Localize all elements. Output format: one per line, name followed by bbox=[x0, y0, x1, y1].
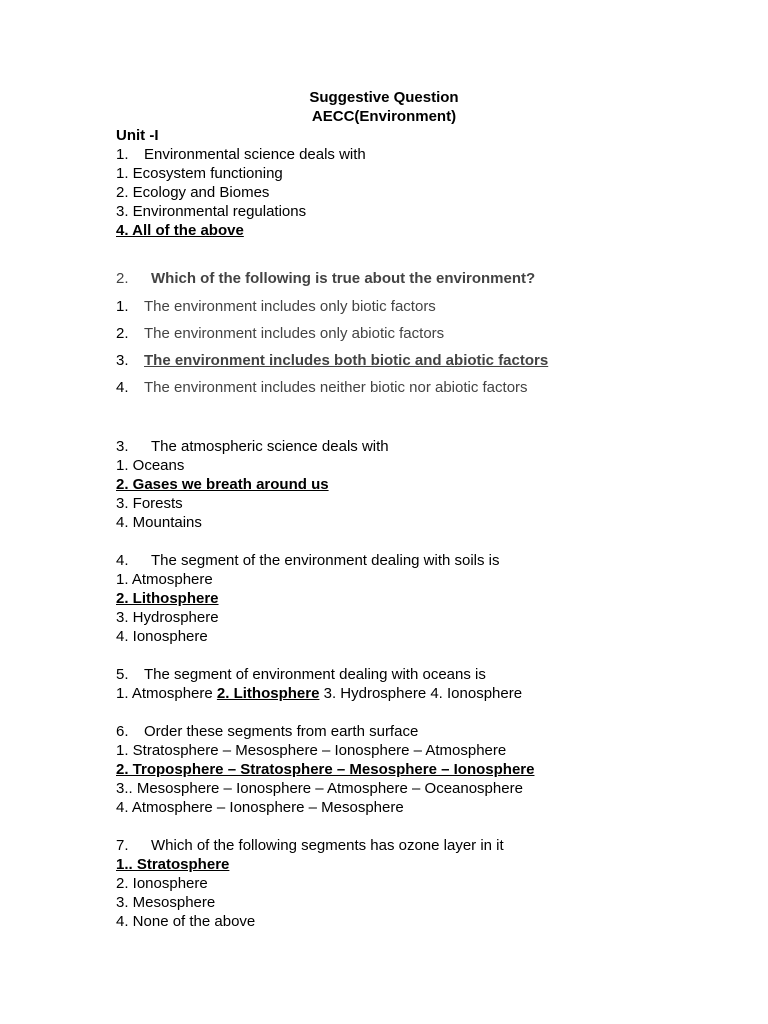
q6-text: Order these segments from earth surface bbox=[144, 723, 419, 740]
q2-option-4: The environment includes neither biotic nor abiotic factors bbox=[144, 379, 528, 396]
q5-options-line bbox=[116, 684, 522, 703]
q4-option-2-answer: 2. Lithosphere bbox=[116, 590, 219, 607]
q1-text: Environmental science deals with bbox=[144, 146, 366, 163]
q4-option-4: 4. Ionosphere bbox=[116, 628, 208, 645]
q2-option-3-answer: The environment includes both biotic and abiotic factors bbox=[144, 352, 549, 369]
q4-number: 4. bbox=[116, 552, 129, 569]
q6-option-3: 3.. Mesosphere – Ionosphere – Atmosphere – Oceanosphere bbox=[116, 780, 523, 797]
q5-number: 5. bbox=[116, 666, 129, 683]
q4-text: The segment of the environment dealing with soils is bbox=[151, 552, 500, 569]
q7-option-3: 3. Mesosphere bbox=[116, 894, 216, 911]
q6-number: 6. bbox=[116, 723, 129, 740]
q7-option-4: 4. None of the above bbox=[116, 913, 256, 930]
q3-option-3: 3. Forests bbox=[116, 495, 183, 512]
q5-option-2-answer: 2. Lithosphere bbox=[216, 685, 320, 702]
q2-option-3-number: 3. bbox=[116, 352, 129, 369]
q2-option-2-number: 2. bbox=[116, 325, 129, 342]
q5-option-3-4: 3. Hydrosphere 4. Ionosphere bbox=[319, 685, 523, 702]
q1-option-2: 2. Ecology and Biomes bbox=[116, 184, 270, 201]
q1-number: 1. bbox=[116, 146, 129, 163]
q7-option-1-answer: 1.. Stratosphere bbox=[116, 856, 230, 873]
q4-option-3: 3. Hydrosphere bbox=[116, 609, 219, 626]
unit-heading: Unit -I bbox=[116, 127, 159, 144]
q4-option-1: 1. Atmosphere bbox=[116, 571, 213, 588]
q1-option-1: 1. Ecosystem functioning bbox=[116, 165, 283, 182]
q2-option-4-number: 4. bbox=[116, 379, 129, 396]
q2-option-1: The environment includes only biotic factors bbox=[144, 298, 436, 315]
q2-text: Which of the following is true about the environment? bbox=[151, 270, 536, 287]
q5-option-1: 1. Atmosphere bbox=[116, 685, 217, 702]
q5-text: The segment of environment dealing with oceans is bbox=[144, 666, 486, 683]
q7-text: Which of the following segments has ozone layer in it bbox=[151, 837, 504, 854]
q3-option-4: 4. Mountains bbox=[116, 514, 202, 531]
q2-option-1-number: 1. bbox=[116, 298, 129, 315]
q1-option-3: 3. Environmental regulations bbox=[116, 203, 307, 220]
q7-option-2: 2. Ionosphere bbox=[116, 875, 208, 892]
q6-option-2-answer: 2. Troposphere – Stratosphere – Mesosphere – Ionosphere bbox=[116, 761, 535, 778]
document-subtitle: AECC(Environment) bbox=[311, 108, 457, 125]
q2-number: 2. bbox=[116, 270, 129, 287]
q6-option-4: 4. Atmosphere – Ionosphere – Mesosphere bbox=[116, 799, 404, 816]
q3-text: The atmospheric science deals with bbox=[151, 438, 389, 455]
document-title: Suggestive Question bbox=[309, 89, 459, 106]
q7-number: 7. bbox=[116, 837, 129, 854]
q2-option-2: The environment includes only abiotic factors bbox=[144, 325, 445, 342]
q6-option-1: 1. Stratosphere – Mesosphere – Ionosphere – Atmosphere bbox=[116, 742, 507, 759]
q3-number: 3. bbox=[116, 438, 129, 455]
q1-option-4-answer: 4. All of the above bbox=[116, 222, 244, 239]
q3-option-1: 1. Oceans bbox=[116, 457, 185, 474]
q3-option-2-answer: 2. Gases we breath around us bbox=[116, 476, 329, 493]
